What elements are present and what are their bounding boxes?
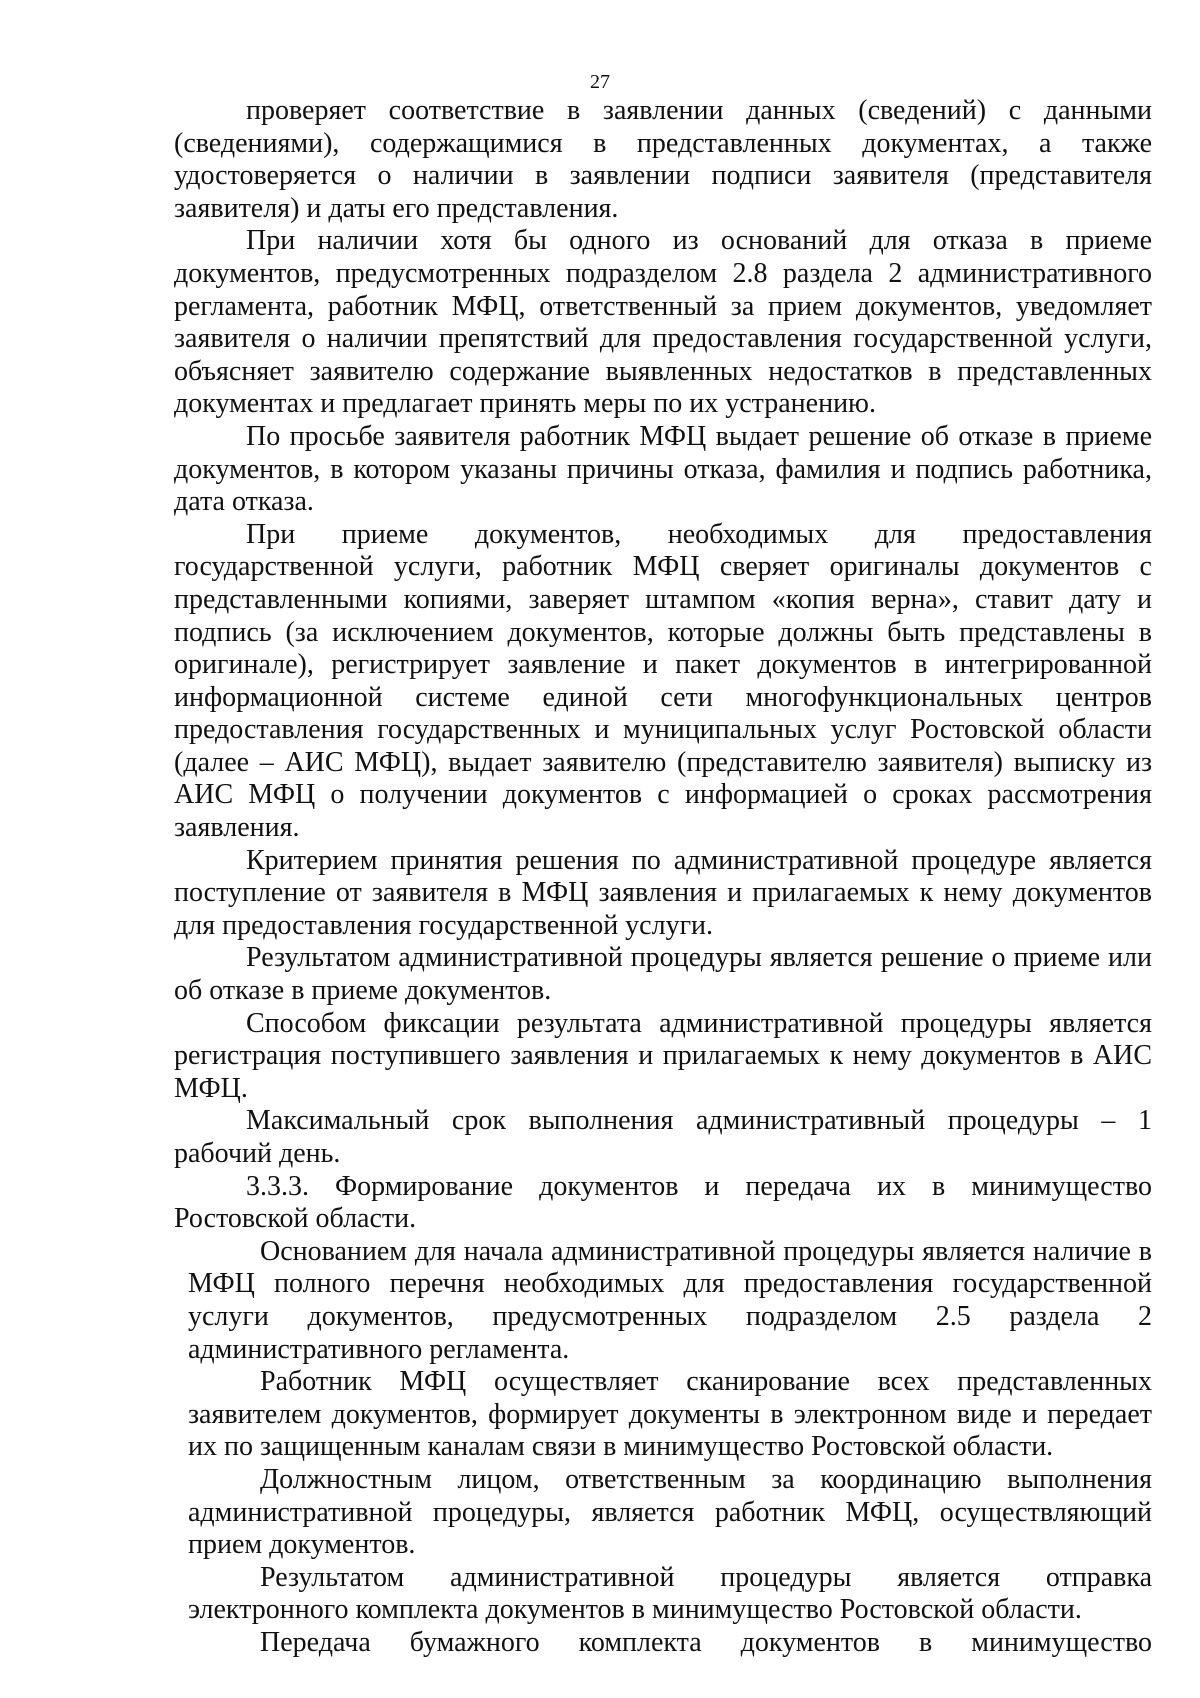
paragraph-refusal-grounds: При наличии хотя бы одного из оснований для отказа в приеме документов, предусмотренных подразделом 2.8 раздела 2 административного регламента, работник МФЦ, ответственный за прием документов, уведомляет заявителя о наличии препятствий для предоставления государственной услуги, объясняет заявителю содержание выявленных недостатков в представленных документах и предлагает принять меры по их устранению. — [174, 225, 1152, 420]
paragraph-scanning: Работник МФЦ осуществляет сканирование всех представленных заявителем документов, формирует документы в электронном виде и передает их по защищенным каналам связи в минимущество Ростовской области. — [188, 1366, 1152, 1463]
paragraph-result-recording: Способом фиксации результата административной процедуры является регистрация поступившего заявления и прилагаемых к нему документов в АИС МФЦ. — [174, 1007, 1152, 1104]
page-number: 27 — [590, 71, 610, 93]
paragraph-refusal-decision: По просьбе заявителя работник МФЦ выдает решение об отказе в приеме документов, в котором указаны причины отказа, фамилия и подпись работника, дата отказа. — [174, 420, 1152, 518]
paragraph-procedure-result: Результатом административной процедуры является решение о приеме или об отказе в приеме документов. — [174, 942, 1152, 1007]
paragraph-paper-transfer: Передача бумажного комплекта документов в минимущество — [260, 1626, 1152, 1658]
section-heading-3-3-3: 3.3.3. Формирование документов и передача их в минимущество Ростовской области. — [174, 1170, 1152, 1235]
paragraph-responsible-official: Должностным лицом, ответственным за координацию выполнения административной процедуры, является работник МФЦ, осуществляющий прием документов. — [188, 1463, 1152, 1561]
paragraph-procedure-basis: Основанием для начала административной процедуры является наличие в МФЦ полного перечня необходимых для предоставления государственной услуги документов, предусмотренных подразделом 2.5 раздела 2 административного регламента. — [188, 1235, 1152, 1365]
paragraph-max-duration: Максимальный срок выполнения административный процедуры – 1 рабочий день. — [174, 1105, 1152, 1169]
paragraph-sending-result: Результатом административной процедуры является отправка электронного комплекта документов в минимущество Ростовской области. — [188, 1561, 1152, 1626]
document-body — [174, 95, 1152, 1660]
paragraph-document-acceptance: При приеме документов, необходимых для предоставления государственной услуги, работник МФЦ сверяет оригиналы документов с представленными копиями, заверяет штампом «копия верна», ставит дату и подпись (за исключением документов, которые должны быть представлены в оригинале), регистрирует заявление и пакет документов в интегрированной информационной системе единой сети многофункциональных центров предоставления государственных и муниципальных услуг Ростовской области (далее – АИС МФЦ), выдает заявителю (представителю заявителя) выписку из АИС МФЦ о получении документов с информацией о сроках рассмотрения заявления. — [174, 518, 1152, 844]
paragraph-decision-criterion: Критерием принятия решения по административной процедуре является поступление от заявителя в МФЦ заявления и прилагаемых к нему документов для предоставления государственной услуги. — [174, 844, 1152, 941]
paragraph-verification: проверяет соответствие в заявлении данных (сведений) с данными (сведениями), содержащимися в представленных документах, а также удостоверяется о наличии в заявлении подписи заявителя (представителя заявителя) и даты его представления. — [174, 95, 1152, 224]
